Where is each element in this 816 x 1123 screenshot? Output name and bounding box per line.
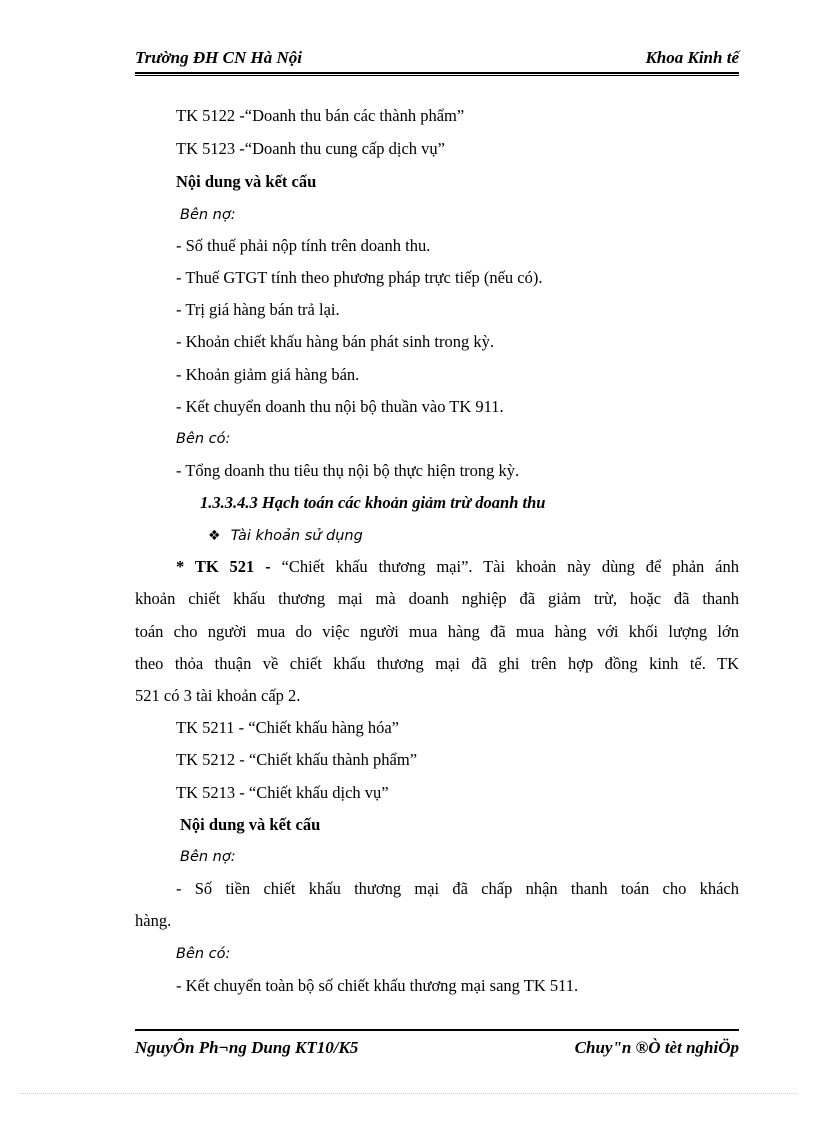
- paragraph-line: khoản chiết khấu thương mại mà doanh nghiệp đã giảm trừ, hoặc đã thanh: [135, 589, 739, 608]
- paragraph-text: “Chiết khấu thương mại”. Tài khoản này dùng để phản ánh: [270, 557, 739, 576]
- list-item: - Thuế GTGT tính theo phương pháp trực tiếp (nếu có).: [176, 268, 543, 287]
- header-school: Trường ĐH CN Hà Nội: [135, 48, 302, 67]
- subsection-title: 1.3.3.4.3 Hạch toán các khoản giảm trừ doanh thu: [200, 493, 546, 512]
- account-line: TK 5123 -“Doanh thu cung cấp dịch vụ”: [176, 139, 445, 158]
- account-line: TK 5213 - “Chiết khấu dịch vụ”: [176, 783, 389, 802]
- header-rule: [135, 72, 739, 74]
- footer-title: Chuy"n ®Ò tèt nghiÖp: [574, 1038, 739, 1057]
- header-rule-thin: [135, 75, 739, 76]
- paragraph-line: theo thỏa thuận về chiết khấu thương mại đã ghi trên hợp đồng kinh tế. TK: [135, 654, 739, 673]
- paragraph-line: [176, 557, 739, 577]
- account-line: TK 5122 -“Doanh thu bán các thành phẩm”: [176, 106, 465, 125]
- debit-label: Bên nợ:: [180, 207, 236, 223]
- account-line: TK 5211 - “Chiết khấu hàng hóa”: [176, 718, 399, 737]
- list-item: - Khoản giảm giá hàng bán.: [176, 365, 360, 384]
- paragraph-line: toán cho người mua do việc người mua hàng đã mua hàng với khối lượng lớn: [135, 622, 739, 641]
- list-item: - Số thuế phải nộp tính trên doanh thu.: [176, 236, 431, 255]
- page-footer: [135, 1038, 739, 1062]
- header-faculty: Khoa Kinh tế: [645, 48, 739, 67]
- list-item: - Kết chuyển toàn bộ số chiết khấu thương mại sang TK 511.: [176, 976, 579, 995]
- list-item: - Kết chuyển doanh thu nội bộ thuần vào TK 911.: [176, 397, 504, 416]
- paragraph-line: - Số tiền chiết khấu thương mại đã chấp nhận thanh toán cho khách: [176, 879, 739, 898]
- account-line: TK 5212 - “Chiết khấu thành phẩm”: [176, 750, 418, 769]
- section-heading: Nội dung và kết cấu: [176, 172, 317, 191]
- credit-label: Bên có:: [176, 431, 231, 447]
- list-item: - Tổng doanh thu tiêu thụ nội bộ thực hiện trong kỳ.: [176, 461, 520, 480]
- list-item: - Khoản chiết khấu hàng bán phát sinh trong kỳ.: [176, 332, 495, 351]
- footer-author: NguyÔn Ph¬ng Dung KT10/K5: [135, 1038, 359, 1057]
- list-item: - Trị giá hàng bán trả lại.: [176, 300, 340, 319]
- footer-rule: [135, 1029, 739, 1031]
- debit-label: Bên nợ:: [180, 849, 236, 865]
- section-heading: Nội dung và kết cấu: [180, 815, 321, 834]
- paragraph-line: 521 có 3 tài khoản cấp 2.: [135, 686, 301, 705]
- page-header: [135, 48, 739, 72]
- credit-label: Bên có:: [176, 946, 231, 962]
- diamond-bullet-icon: ❖: [208, 528, 221, 544]
- bullet-line: [208, 525, 363, 546]
- account-code: * TK 521 -: [176, 557, 271, 576]
- page-bottom-dotted-line: [20, 1093, 796, 1094]
- paragraph-line: hàng.: [135, 911, 172, 930]
- bullet-text: Tài khoản sử dụng: [230, 528, 363, 544]
